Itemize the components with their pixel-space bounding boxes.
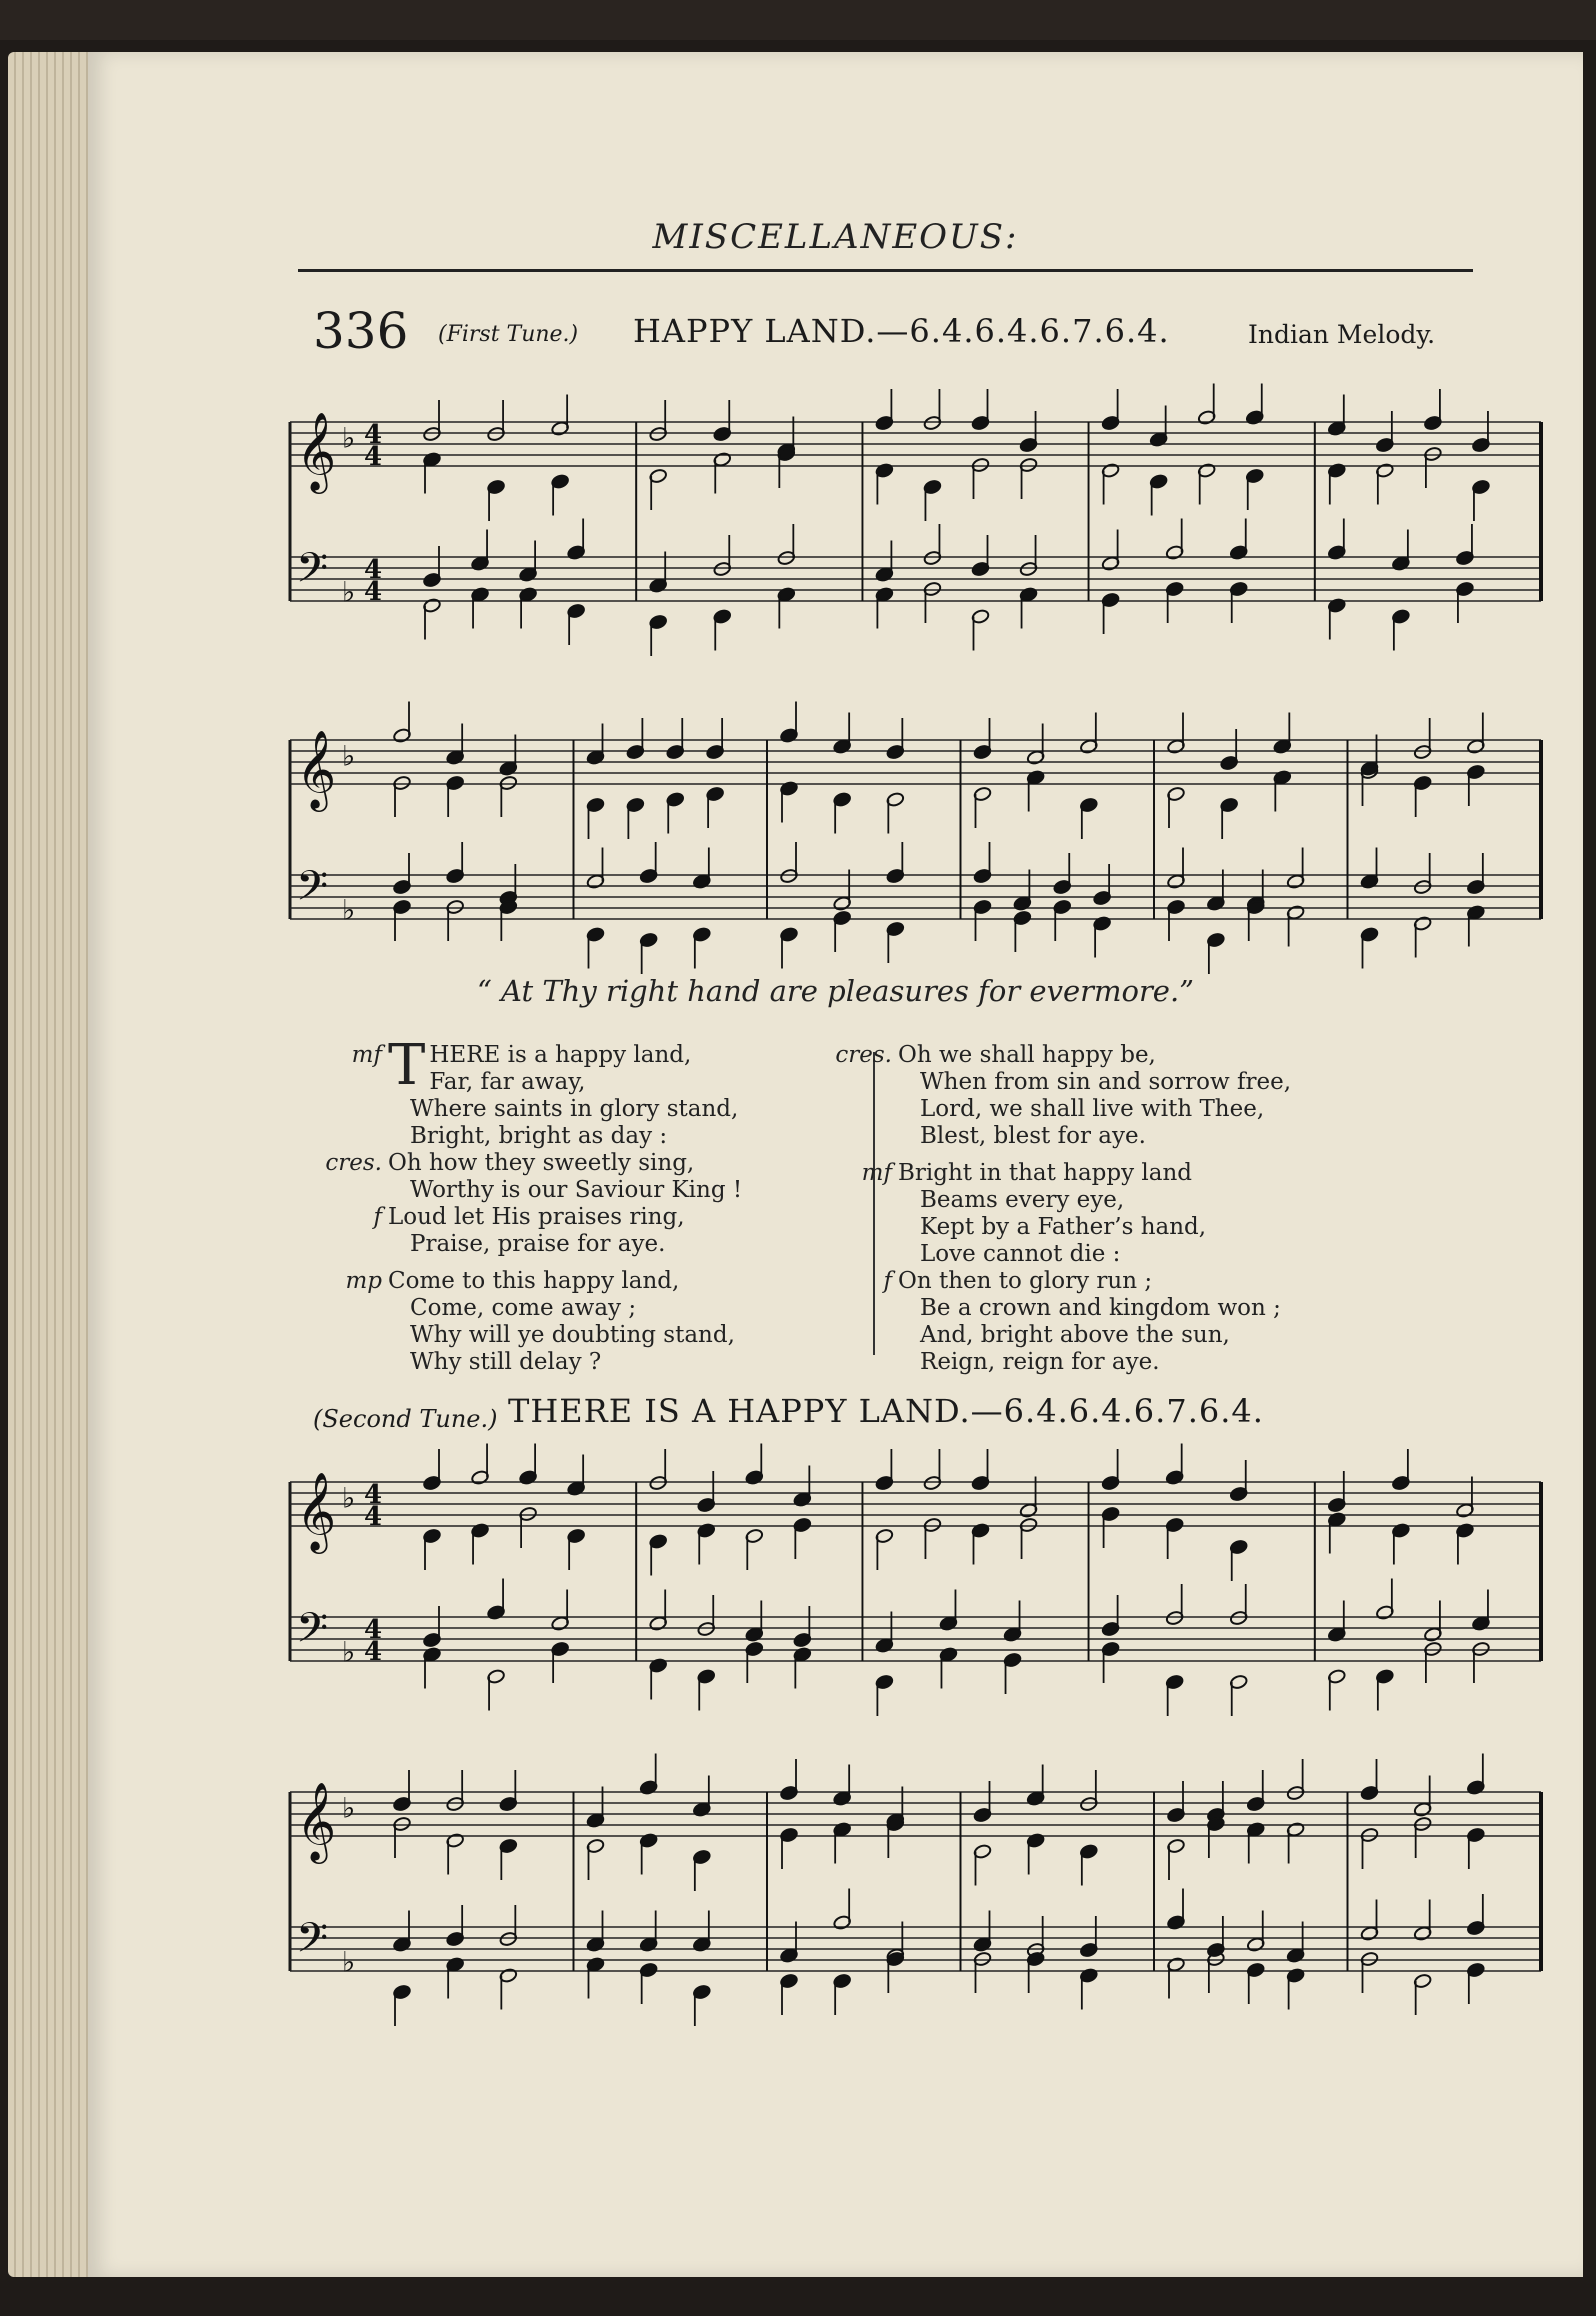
verse-line — [388, 1069, 858, 1096]
verse-line — [898, 1214, 1458, 1241]
hymnal-page — [88, 52, 1583, 2277]
verse-text: Love cannot die : — [920, 1241, 1121, 1267]
verse-line — [898, 1187, 1458, 1214]
verse-line — [898, 1349, 1458, 1376]
verse-line — [388, 1349, 858, 1376]
dynamic-marking: mf — [861, 1160, 892, 1186]
verse-line — [325, 1150, 858, 1177]
verse-line — [388, 1322, 858, 1349]
dynamic-marking: f — [373, 1204, 382, 1230]
dynamic-marking: mf — [351, 1042, 382, 1068]
time-signature: 4 — [364, 442, 383, 472]
verses-right — [835, 1042, 1458, 1376]
time-signature: 4 — [364, 1637, 383, 1667]
verse-text: Loud let His praises ring, — [388, 1204, 685, 1230]
verse-line — [388, 1177, 858, 1204]
score-system-3 — [286, 1442, 1551, 1752]
verse-text: Kept by a Father’s hand, — [920, 1214, 1207, 1240]
verse-text: Far, far away, — [429, 1069, 586, 1095]
verse-text: Bright in that happy land — [898, 1160, 1193, 1186]
section-header: MISCELLANEOUS: — [652, 217, 1019, 257]
hymn-title: HAPPY LAND.—6.4.6.4.6.7.6.4. — [633, 312, 1170, 350]
verse-line — [388, 1295, 858, 1322]
page-edges — [8, 52, 98, 2277]
time-signature: 4 — [364, 420, 383, 450]
key-signature-flat: ♭ — [342, 1481, 356, 1515]
verse-text: Blest, blest for aye. — [920, 1123, 1146, 1149]
verse-line — [835, 1042, 1458, 1069]
header-rule — [298, 269, 1473, 272]
verse-text: Reign, reign for aye. — [920, 1349, 1160, 1375]
epigraph: “ At Thy right hand are pleasures for evermore.” — [476, 974, 1195, 1008]
verse-line — [388, 1123, 858, 1150]
treble-clef: 𝄞 — [296, 412, 337, 491]
composer: Indian Melody. — [1248, 320, 1436, 349]
verse-text: HERE is a happy land, — [429, 1042, 692, 1068]
first-tune-system-1 — [286, 382, 1551, 700]
verse-line — [388, 1231, 858, 1258]
time-signature: 4 — [364, 1615, 383, 1645]
verse-text: Come to this happy land, — [388, 1268, 680, 1294]
bass-clef: 𝄢 — [296, 862, 329, 920]
verse-line — [898, 1069, 1458, 1096]
verse-text: Be a crown and kingdom won ; — [920, 1295, 1281, 1321]
key-signature-flat: ♭ — [342, 1635, 356, 1669]
treble-clef: 𝄞 — [296, 1782, 337, 1861]
key-signature-flat: ♭ — [342, 739, 356, 773]
dynamic-marking: cres. — [835, 1042, 892, 1068]
dynamic-marking: mp — [345, 1268, 382, 1294]
verse-line — [898, 1295, 1458, 1322]
verse-line — [861, 1160, 1458, 1187]
key-signature-flat: ♭ — [342, 575, 356, 609]
key-signature-flat: ♭ — [342, 1945, 356, 1979]
second-tune-system-1 — [286, 1442, 1551, 1752]
score-system-1 — [286, 382, 1551, 700]
verse-line — [345, 1268, 858, 1295]
verse-text: Praise, praise for aye. — [410, 1231, 666, 1257]
verse-line — [883, 1268, 1458, 1295]
verse-text: Beams every eye, — [920, 1187, 1125, 1213]
hymn-number: 336 — [313, 302, 409, 360]
verse-text: Lord, we shall live with Thee, — [920, 1096, 1265, 1122]
key-signature-flat: ♭ — [342, 893, 356, 927]
verse-text: Why still delay ? — [410, 1349, 602, 1375]
treble-clef: 𝄞 — [296, 730, 337, 809]
drop-cap: T — [388, 1033, 426, 1098]
verse-text: When from sin and sorrow free, — [920, 1069, 1292, 1095]
column-rule — [873, 1052, 875, 1355]
verse-text: Come, come away ; — [410, 1295, 637, 1321]
verse-text: Bright, bright as day : — [410, 1123, 668, 1149]
dynamic-marking: cres. — [325, 1150, 382, 1176]
verse-line — [388, 1096, 858, 1123]
first-tune-label: (First Tune.) — [438, 322, 579, 347]
second-tune-system-2 — [286, 1752, 1551, 2062]
verse-text: And, bright above the sun, — [920, 1322, 1230, 1348]
verse-text: Why will ye doubting stand, — [410, 1322, 735, 1348]
verse-text: Where saints in glory stand, — [410, 1096, 739, 1122]
score-system-2 — [286, 700, 1551, 1000]
verse-line — [373, 1204, 858, 1231]
verse-line — [898, 1322, 1458, 1349]
verse-text: Oh how they sweetly sing, — [388, 1150, 695, 1176]
verse-text: Worthy is our Saviour King ! — [410, 1177, 743, 1203]
verse-line — [898, 1096, 1458, 1123]
time-signature: 4 — [364, 1502, 383, 1532]
time-signature: 4 — [364, 1480, 383, 1510]
verse-text: On then to glory run ; — [898, 1268, 1153, 1294]
dynamic-marking: f — [883, 1268, 892, 1294]
bass-clef: 𝄢 — [296, 544, 329, 602]
treble-clef: 𝄞 — [296, 1472, 337, 1551]
verse-text: Oh we shall happy be, — [898, 1042, 1156, 1068]
verse-line — [898, 1123, 1458, 1150]
first-tune-system-2 — [286, 700, 1551, 1000]
time-signature: 4 — [364, 555, 383, 585]
key-signature-flat: ♭ — [342, 1791, 356, 1825]
verse-line — [898, 1241, 1458, 1268]
verses-left — [325, 1033, 858, 1376]
bass-clef: 𝄢 — [296, 1914, 329, 1972]
second-tune-label: (Second Tune.) — [313, 1405, 498, 1433]
key-signature-flat: ♭ — [342, 421, 356, 455]
second-tune-title: THERE IS A HAPPY LAND.—6.4.6.4.6.7.6.4. — [508, 1392, 1264, 1430]
bass-clef: 𝄢 — [296, 1604, 329, 1662]
time-signature: 4 — [364, 577, 383, 607]
score-system-4 — [286, 1752, 1551, 2062]
